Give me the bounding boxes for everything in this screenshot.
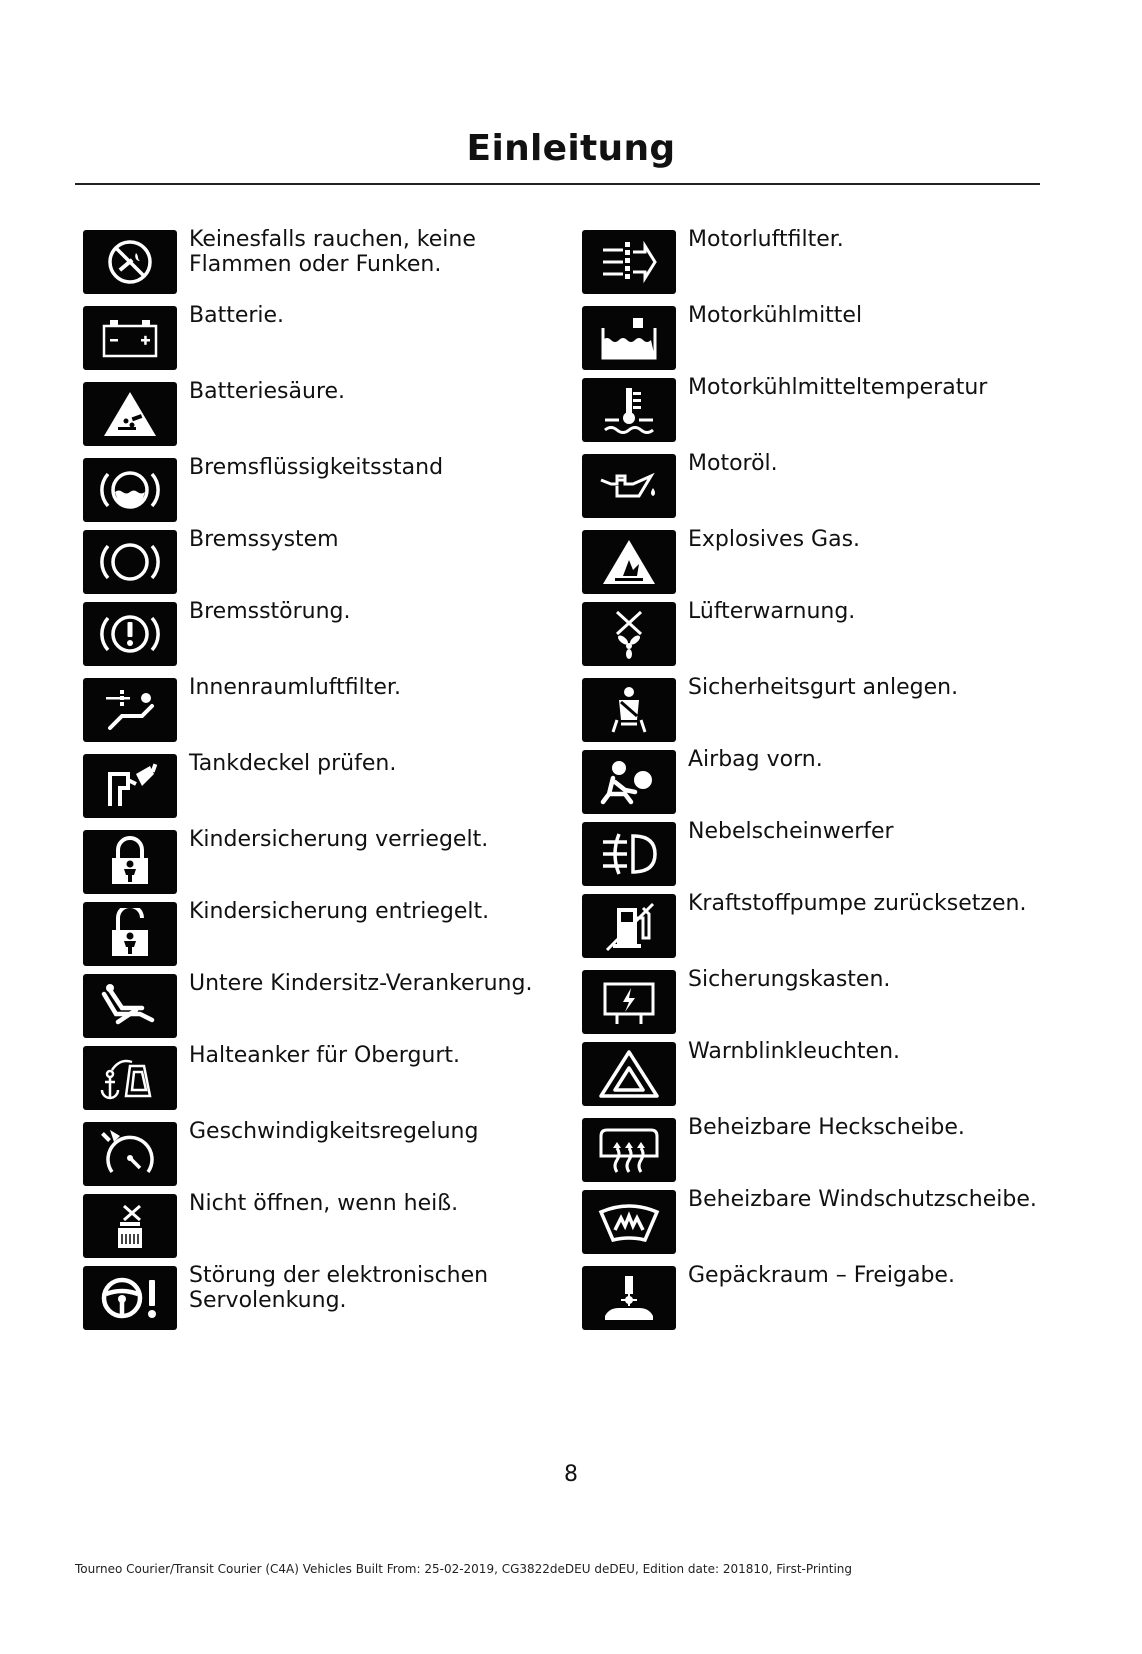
engine-oil-icon	[582, 454, 676, 518]
symbol-label: Airbag vorn.	[688, 747, 823, 772]
hazard-warning-icon	[582, 1042, 676, 1106]
symbol-label: Bremsstörung.	[189, 599, 351, 624]
symbol-entry	[582, 1187, 1052, 1254]
symbol-entry	[83, 379, 543, 446]
symbol-label: Batteriesäure.	[189, 379, 346, 404]
power-steering-fault-icon	[83, 1266, 177, 1330]
fuel-cap-icon	[83, 754, 177, 818]
engine-air-filter-icon	[582, 230, 676, 294]
symbol-entry	[582, 599, 1052, 666]
cabin-air-filter-icon	[83, 678, 177, 742]
symbol-label: Untere Kindersitz-Verankerung.	[189, 971, 533, 996]
symbol-entry	[83, 455, 543, 522]
symbol-entry	[582, 451, 1052, 518]
symbol-entry	[582, 227, 1052, 294]
symbol-label: Explosives Gas.	[688, 527, 861, 552]
symbol-label: Keinesfalls rauchen, keine Flammen oder Funken.	[189, 227, 476, 277]
symbol-label: Motorkühlmittel	[688, 303, 863, 328]
heated-rear-window-icon	[582, 1118, 676, 1182]
brake-fluid-level-icon	[83, 458, 177, 522]
symbol-entry	[83, 1263, 543, 1330]
symbol-entry	[83, 1191, 543, 1258]
battery-acid-icon	[83, 382, 177, 446]
symbol-label: Kindersicherung entriegelt.	[189, 899, 490, 924]
symbol-entry	[83, 899, 543, 966]
seatbelt-icon	[582, 678, 676, 742]
symbol-entry	[83, 1043, 543, 1110]
brake-fault-icon	[83, 602, 177, 666]
top-tether-anchor-icon	[83, 1046, 177, 1110]
title-divider	[75, 183, 1040, 185]
symbol-entry	[582, 527, 1052, 594]
fuel-pump-reset-icon	[582, 894, 676, 958]
symbol-entry	[582, 303, 1052, 370]
symbol-label: Beheizbare Heckscheibe.	[688, 1115, 965, 1140]
symbol-label: Lüfterwarnung.	[688, 599, 856, 624]
coolant-temperature-icon	[582, 378, 676, 442]
fuse-box-icon	[582, 970, 676, 1034]
symbol-label: Sicherheitsgurt anlegen.	[688, 675, 959, 700]
footer-text: Tourneo Courier/Transit Courier (C4A) Vehicles Built From: 25-02-2019, CG3822deDEU deDEU, Edition date: 201810, First-Printing	[75, 1562, 853, 1576]
symbol-entry	[83, 827, 543, 894]
symbol-entry	[582, 891, 1052, 958]
symbol-label: Tankdeckel prüfen.	[189, 751, 397, 776]
symbol-entry	[582, 1039, 1052, 1106]
symbol-label: Innenraumluftfilter.	[189, 675, 401, 700]
symbol-label: Störung der elektronischen Servolenkung.	[189, 1263, 489, 1313]
trunk-release-icon	[582, 1266, 676, 1330]
fog-lamp-icon	[582, 822, 676, 886]
no-smoking-icon	[83, 230, 177, 294]
symbol-entry	[83, 971, 543, 1038]
engine-coolant-icon	[582, 306, 676, 370]
explosive-gas-icon	[582, 530, 676, 594]
symbol-label: Kindersicherung verriegelt.	[189, 827, 489, 852]
symbol-label: Motorkühlmitteltemperatur	[688, 375, 988, 400]
speed-control-icon	[83, 1122, 177, 1186]
symbol-label: Batterie.	[189, 303, 285, 328]
child-lock-locked-icon	[83, 830, 177, 894]
symbol-entry	[582, 967, 1052, 1034]
symbol-entry	[582, 819, 1052, 886]
symbol-label: Beheizbare Windschutzscheibe.	[688, 1187, 1037, 1212]
symbol-entry	[83, 527, 543, 594]
page-title: Einleitung	[466, 128, 676, 169]
front-airbag-icon	[582, 750, 676, 814]
symbol-entry	[582, 1115, 1052, 1182]
symbol-entry	[582, 747, 1052, 814]
symbol-label: Kraftstoffpumpe zurücksetzen.	[688, 891, 1027, 916]
symbol-entry	[83, 751, 543, 818]
symbol-label: Gepäckraum – Freigabe.	[688, 1263, 955, 1288]
symbol-entry	[83, 675, 543, 742]
symbol-entry	[83, 303, 543, 370]
brake-system-icon	[83, 530, 177, 594]
symbol-label: Sicherungskasten.	[688, 967, 891, 992]
symbol-label: Motoröl.	[688, 451, 778, 476]
symbol-entry	[83, 227, 543, 294]
symbol-label: Nebelscheinwerfer	[688, 819, 894, 844]
symbol-entry	[83, 1119, 543, 1186]
symbol-label: Halteanker für Obergurt.	[189, 1043, 461, 1068]
symbol-entry	[582, 375, 1052, 442]
child-lock-unlocked-icon	[83, 902, 177, 966]
symbol-label: Nicht öffnen, wenn heiß.	[189, 1191, 459, 1216]
symbol-label: Bremssystem	[189, 527, 339, 552]
symbol-entry	[83, 599, 543, 666]
symbol-label: Geschwindigkeitsregelung	[189, 1119, 479, 1144]
symbol-label: Warnblinkleuchten.	[688, 1039, 901, 1064]
do-not-open-hot-icon	[83, 1194, 177, 1258]
symbol-entry	[582, 1263, 1052, 1330]
symbol-label: Bremsflüssigkeitsstand	[189, 455, 444, 480]
battery-icon	[83, 306, 177, 370]
symbol-entry	[582, 675, 1052, 742]
fan-warning-icon	[582, 602, 676, 666]
heated-windshield-icon	[582, 1190, 676, 1254]
page-number: 8	[564, 1462, 578, 1487]
child-seat-lower-anchor-icon	[83, 974, 177, 1038]
symbol-label: Motorluftfilter.	[688, 227, 844, 252]
